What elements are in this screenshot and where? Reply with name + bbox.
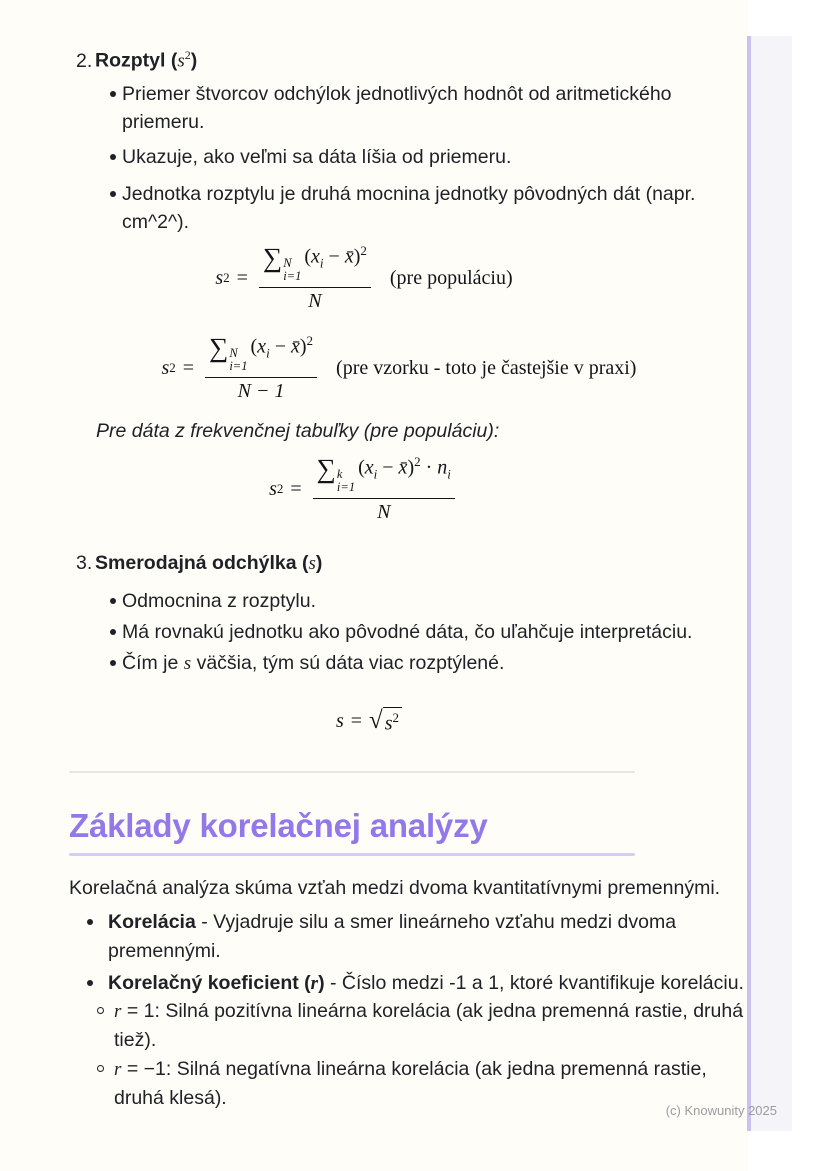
- denominator: N: [308, 290, 322, 313]
- formula-caption: (pre vzorku - toto je častejšie v praxi): [336, 356, 637, 379]
- line-1: Silná negatívna lineárna korelácia (ak jedna premenná rastie,: [176, 1058, 707, 1080]
- open-paren: (: [304, 245, 312, 268]
- correlation-intro: Korelačná analýza skúma vzťah medzi dvoma kvantitatívnymi premennými.: [69, 877, 721, 899]
- lhs-var: s: [215, 266, 224, 289]
- x-sub: i: [266, 345, 270, 361]
- title-text: Rozptyl (: [95, 49, 178, 72]
- sum-upper: N: [283, 255, 292, 270]
- numerator: [205, 333, 317, 378]
- r-var: r: [114, 1059, 122, 1080]
- lhs-exp: 2: [223, 270, 230, 285]
- close-paren: ): [353, 245, 361, 268]
- equals-sign: =: [236, 266, 248, 289]
- bullet-circle-icon: [97, 1065, 104, 1072]
- variance-section-title: [76, 41, 197, 76]
- stddev-bullet-3: [110, 649, 504, 678]
- correlation-sub-r-negative: [97, 1055, 707, 1113]
- lhs-var: s: [269, 477, 277, 500]
- bullet-text: [114, 997, 743, 1055]
- sum-icon: ∑: [209, 332, 229, 363]
- formula-caption: (pre populáciu): [389, 266, 513, 289]
- sum-icon: ∑: [262, 242, 283, 273]
- bullet-dot-icon: [110, 629, 116, 635]
- bullet-dot-icon: [110, 598, 116, 604]
- page-side-panel: [751, 36, 792, 1131]
- fraction: [205, 333, 317, 403]
- x-var: x: [364, 456, 374, 479]
- lhs-exp: 2: [169, 360, 176, 375]
- line-2: priemeru.: [122, 111, 205, 133]
- list-number: 3.: [76, 552, 93, 574]
- x-var: x: [257, 335, 267, 358]
- variance-bullet-1: [110, 80, 672, 136]
- stddev-bullet-2: [110, 618, 692, 646]
- numerator: [313, 454, 455, 499]
- term-bold: Korelácia: [108, 911, 196, 933]
- open-paren: (: [250, 335, 258, 358]
- line-2: premennými.: [108, 940, 221, 962]
- list-number: 2.: [76, 49, 93, 72]
- equals-sign: =: [290, 477, 302, 500]
- title-math-exp: 2: [184, 48, 191, 62]
- lhs-exp: 2: [276, 481, 284, 496]
- fraction: [259, 243, 371, 313]
- bullet-dot-icon: [110, 191, 116, 197]
- bullet-text: Má rovnakú jednotku ako pôvodné dáta, čo uľahčuje interpretáciu.: [122, 621, 693, 643]
- x-sub: i: [373, 466, 378, 482]
- r-var: r: [114, 1001, 122, 1022]
- squared-exp: 2: [414, 453, 421, 469]
- line-1: - Vyjadruje silu a smer lineárneho vzťahu medzi dvoma: [195, 911, 677, 933]
- n-sub: i: [447, 466, 451, 482]
- bullet-text: [108, 969, 744, 998]
- multiply-dot: ·: [420, 456, 438, 479]
- fraction: [313, 454, 455, 524]
- squared-exp: 2: [360, 242, 367, 258]
- term-bold-close: ): [318, 972, 325, 994]
- line-2: druhá klesá).: [114, 1087, 227, 1109]
- stddev-section-title: [76, 549, 322, 578]
- title-math-var: s: [177, 50, 185, 72]
- x-var: x: [311, 245, 320, 268]
- minus-sign: −: [269, 335, 291, 358]
- x-bar: x̄: [290, 335, 300, 358]
- variance-bullet-3: [110, 180, 695, 236]
- section-divider: [69, 771, 635, 773]
- close-paren: ): [407, 456, 415, 479]
- formula-variance-sample: [69, 332, 729, 403]
- rad-exp: 2: [392, 709, 400, 725]
- line-2: cm^2^).: [122, 211, 190, 233]
- line-1: Priemer štvorcov odchýlok jednotlivých hodnôt od aritmetického: [122, 83, 672, 105]
- numerator: [259, 243, 371, 288]
- lhs-var: s: [161, 356, 170, 379]
- bullet-text: [122, 649, 504, 678]
- text-pre: Čím je: [122, 652, 184, 674]
- equals-sign: =: [182, 356, 195, 379]
- heading-underline: [69, 853, 635, 856]
- squared-exp: 2: [306, 332, 314, 348]
- term-bold: Korelačný koeficient (: [108, 972, 311, 994]
- line-1: Jednotka rozptylu je druhá mocnina jednotky pôvodných dát (napr.: [122, 183, 696, 205]
- minus-sign: −: [377, 456, 399, 479]
- line-2: tiež).: [114, 1029, 157, 1051]
- sum-upper: N: [229, 345, 238, 360]
- bullet-text: [122, 80, 672, 136]
- line-1: - Číslo medzi -1 a 1, ktoré kvantifikuje koreláciu.: [324, 972, 744, 994]
- title-text: Smerodajná odchýlka (: [95, 552, 309, 574]
- bullet-circle-icon: [97, 1007, 104, 1014]
- line-1: Silná pozitívna lineárna korelácia (ak jedna premenná rastie, druhá: [165, 1000, 744, 1022]
- correlation-bullet-koeficient: [87, 969, 744, 998]
- bullet-dot-icon: [87, 919, 93, 925]
- sum-lower: i=1: [229, 359, 248, 374]
- s-var: s: [183, 653, 192, 674]
- stddev-bullet-1: [110, 587, 316, 615]
- sum-icon: ∑: [316, 453, 336, 484]
- bullet-text: Ukazuje, ako veľmi sa dáta líšia od priemeru.: [122, 146, 512, 168]
- correlation-heading: Základy korelačnej analýzy: [69, 807, 488, 844]
- frequency-note: Pre dáta z frekvenčnej tabuľky (pre populáciu):: [96, 420, 500, 442]
- variance-bullet-2: [110, 143, 511, 171]
- r-value: = 1:: [121, 1000, 166, 1022]
- lhs-var: s: [335, 709, 344, 732]
- sum-limits: [337, 468, 355, 496]
- page-edge-line: [747, 36, 751, 1131]
- equals-sign: =: [350, 709, 363, 732]
- bullet-text: [108, 908, 676, 966]
- bullet-dot-icon: [110, 660, 116, 666]
- denominator: N − 1: [237, 380, 285, 403]
- formula-stddev: [69, 707, 669, 735]
- sum-lower: i=1: [283, 269, 302, 284]
- x-sub: i: [319, 255, 324, 271]
- formula-variance-population: [69, 242, 659, 313]
- bullet-text: Odmocnina z rozptylu.: [122, 590, 317, 612]
- bullet-dot-icon: [87, 980, 93, 986]
- bullet-dot-icon: [110, 154, 116, 160]
- bullet-text: [114, 1055, 707, 1113]
- radicand: [383, 707, 402, 736]
- rad-var: s: [384, 712, 393, 735]
- formula-variance-frequency: [69, 453, 659, 524]
- correlation-bullet-korelacia: [87, 908, 676, 966]
- open-paren: (: [358, 456, 365, 479]
- sum-lower: i=1: [336, 480, 356, 495]
- x-bar: x̄: [344, 245, 354, 268]
- r-value: = −1:: [121, 1058, 177, 1080]
- text-post: väčšia, tým sú dáta viac rozptýlené.: [191, 652, 505, 674]
- sum-upper: k: [336, 466, 343, 481]
- n-var: n: [437, 456, 448, 479]
- title-close: ): [190, 49, 198, 72]
- minus-sign: −: [323, 245, 345, 268]
- close-paren: ): [299, 335, 307, 358]
- r-var: r: [310, 973, 319, 994]
- sum-limits: [283, 257, 301, 285]
- bullet-dot-icon: [110, 91, 116, 97]
- denominator: N: [377, 501, 391, 524]
- x-bar: x̄: [398, 456, 408, 479]
- title-math-var: s: [308, 553, 316, 574]
- correlation-sub-r-positive: [97, 997, 743, 1055]
- title-close: ): [315, 552, 323, 574]
- watermark: (c) Knowunity 2025: [665, 1103, 777, 1118]
- bullet-text: [122, 180, 695, 236]
- sum-limits: [229, 347, 247, 375]
- sqrt-icon: √: [369, 706, 383, 734]
